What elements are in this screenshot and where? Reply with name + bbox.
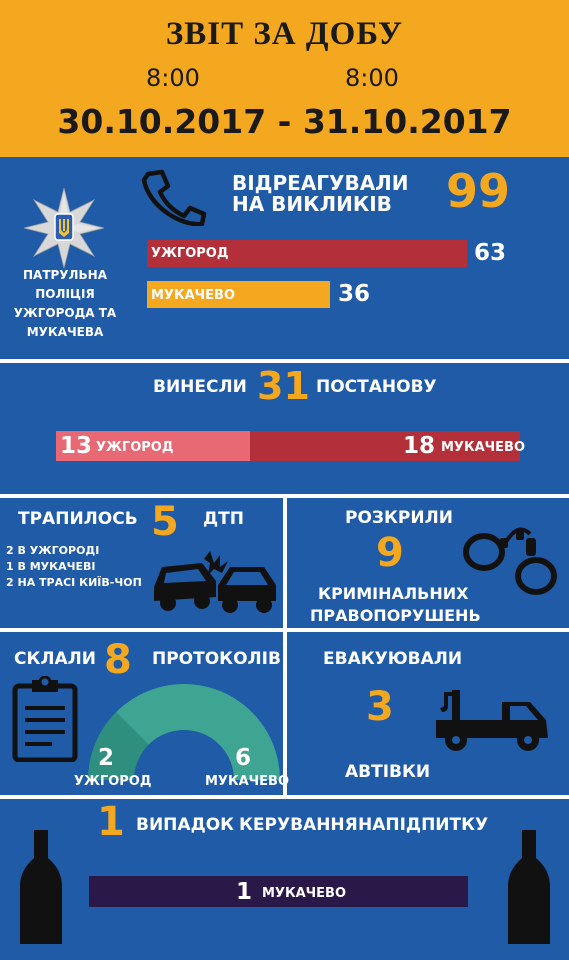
evacuated-suffix: АВТІВКИ — [345, 762, 431, 782]
drunk-total: 1 — [97, 799, 125, 845]
handcuffs-icon — [460, 520, 560, 598]
phone-icon — [138, 168, 210, 226]
tow-truck-icon — [432, 684, 552, 754]
mukachevo-rulings-label: МУКАЧЕВО — [441, 440, 525, 455]
report-title: ЗВІТ ЗА ДОБУ — [165, 16, 404, 52]
uzhhorod-rulings-label: УЖГОРОД — [96, 440, 174, 455]
accidents-details — [6, 543, 142, 591]
accidents-total: 5 — [151, 499, 179, 545]
drunk-label-1: ВИПАДОК — [136, 815, 235, 835]
uzhhorod-rulings-value: 13 — [60, 433, 93, 459]
accident-detail: 2 НА ТРАСІ КИЇВ-ЧОП — [6, 576, 142, 589]
protocols-uzhhorod-label: УЖГОРОД — [74, 774, 152, 789]
calls-label: ВІДРЕАГУВАЛИ НА ВИКЛИКІВ — [232, 171, 409, 216]
clipboard-icon — [12, 676, 78, 762]
drunk-bar-value: 1 — [236, 879, 253, 905]
crimes-total: 9 — [376, 530, 404, 576]
bottle-icon — [18, 828, 64, 946]
evacuated-prefix: ЕВАКУЮВАЛИ — [323, 649, 463, 669]
time-end: 8:00 — [345, 64, 399, 92]
mukachevo-rulings-value: 18 — [403, 433, 436, 459]
protocols-prefix: СКЛАЛИ — [14, 649, 96, 669]
protocols-mukachevo-value: 6 — [235, 745, 252, 771]
mukachevo-calls-value: 36 — [338, 281, 371, 307]
rulings-suffix: ПОСТАНОВУ — [316, 377, 437, 397]
accidents-suffix: ДТП — [203, 509, 244, 529]
protocols-total: 8 — [104, 637, 132, 683]
accident-detail: 1 В МУКАЧЕВІ — [6, 560, 96, 573]
crimes-prefix: РОЗКРИЛИ — [345, 508, 453, 528]
divider — [0, 359, 569, 363]
mukachevo-calls-label: МУКАЧЕВО — [151, 288, 235, 303]
time-start: 8:00 — [146, 64, 200, 92]
uzhhorod-calls-value: 63 — [474, 240, 507, 266]
drunk-bar-label: МУКАЧЕВО — [262, 886, 346, 901]
calls-total: 99 — [446, 164, 511, 218]
crimes-suffix-line2: ПРАВОПОРУШЕНЬ — [310, 606, 481, 625]
protocols-suffix: ПРОТОКОЛІВ — [152, 649, 281, 669]
police-badge-icon — [22, 186, 106, 270]
crimes-suffix-line1: КРИМІНАЛЬНИХ — [318, 584, 469, 603]
evacuated-total: 3 — [366, 684, 394, 730]
date-range: 30.10.2017 - 31.10.2017 — [57, 102, 512, 141]
police-label: ПАТРУЛЬНА ПОЛІЦІЯ УЖГОРОДА ТА МУКАЧЕВА — [13, 268, 117, 339]
rulings-total: 31 — [257, 364, 310, 408]
protocols-uzhhorod-value: 2 — [98, 745, 115, 771]
protocols-mukachevo-label: МУКАЧЕВО — [205, 774, 289, 789]
bottle-icon — [506, 828, 552, 946]
accident-detail: 2 В УЖГОРОДІ — [6, 544, 100, 557]
accidents-prefix: ТРАПИЛОСЬ — [18, 509, 138, 529]
drunk-label-2: КЕРУВАННЯ — [239, 815, 358, 835]
uzhhorod-calls-label: УЖГОРОД — [151, 246, 229, 261]
drunk-label-3: НАПІДПИТКУ — [358, 815, 489, 835]
gauge-segment-mukachevo — [116, 684, 280, 780]
car-crash-icon — [150, 545, 280, 617]
rulings-prefix: ВИНЕСЛИ — [153, 377, 247, 397]
divider — [0, 795, 569, 799]
